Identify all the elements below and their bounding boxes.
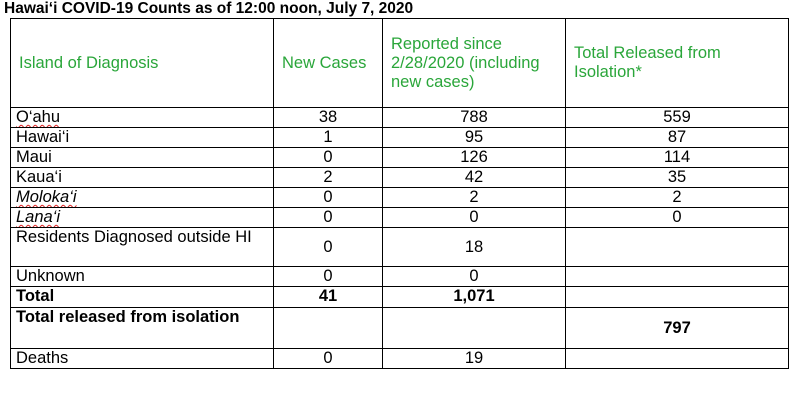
- island-name: O‘ahu: [16, 108, 61, 126]
- deaths-reported: 19: [383, 349, 566, 369]
- header-reported: Reported since 2/28/2020 (including new cases): [383, 19, 566, 108]
- deaths-row: [11, 349, 789, 369]
- released-cell: 0: [566, 208, 789, 228]
- island-name: Unknown: [11, 267, 274, 287]
- table-row: [11, 168, 789, 188]
- new-cases-cell: 0: [274, 228, 383, 267]
- table-row: [11, 188, 789, 208]
- total-new-cases: 41: [274, 287, 383, 308]
- total-label: Total: [11, 287, 274, 308]
- reported-cell: 18: [383, 228, 566, 267]
- island-name: Kaua‘i: [16, 168, 62, 186]
- new-cases-cell: 0: [274, 188, 383, 208]
- new-cases-cell: 2: [274, 168, 383, 188]
- header-island: Island of Diagnosis: [11, 19, 274, 108]
- island-name: Moloka‘i: [16, 188, 77, 206]
- table-row: [11, 208, 789, 228]
- table-row: [11, 128, 789, 148]
- reported-cell: 0: [383, 267, 566, 287]
- reported-cell: 788: [383, 108, 566, 128]
- covid-counts-table: [10, 18, 789, 369]
- island-name: Maui: [16, 148, 52, 166]
- new-cases-cell: 0: [274, 148, 383, 168]
- deaths-label: Deaths: [11, 349, 274, 369]
- island-name: Lana‘i: [16, 208, 61, 226]
- header-new-cases: New Cases: [274, 19, 383, 108]
- released-cell: 2: [566, 188, 789, 208]
- page-title: Hawai‘i COVID-19 Counts as of 12:00 noon, July 7, 2020: [4, 0, 414, 17]
- released-value: 797: [566, 308, 789, 349]
- released-row: [11, 308, 789, 349]
- new-cases-cell: 0: [274, 208, 383, 228]
- released-cell: [566, 228, 789, 267]
- released-cell: 35: [566, 168, 789, 188]
- table-row: [11, 108, 789, 128]
- released-cell: 87: [566, 128, 789, 148]
- reported-cell: 42: [383, 168, 566, 188]
- deaths-new: 0: [274, 349, 383, 369]
- reported-cell: 0: [383, 208, 566, 228]
- island-name: Hawai‘i: [16, 128, 70, 146]
- table-row: [11, 267, 789, 287]
- new-cases-cell: 1: [274, 128, 383, 148]
- table-row: [11, 228, 789, 267]
- released-label: Total released from isolation: [11, 308, 274, 349]
- released-cell: 559: [566, 108, 789, 128]
- island-name: Residents Diagnosed outside HI: [11, 228, 274, 267]
- table-row: [11, 148, 789, 168]
- reported-cell: 2: [383, 188, 566, 208]
- total-row: [11, 287, 789, 308]
- reported-cell: 126: [383, 148, 566, 168]
- new-cases-cell: 0: [274, 267, 383, 287]
- reported-cell: 95: [383, 128, 566, 148]
- new-cases-cell: 38: [274, 108, 383, 128]
- table-header-row: [11, 19, 789, 108]
- header-released: Total Released from Isolation*: [566, 19, 789, 108]
- released-cell: [566, 267, 789, 287]
- released-cell: 114: [566, 148, 789, 168]
- total-reported: 1,071: [383, 287, 566, 308]
